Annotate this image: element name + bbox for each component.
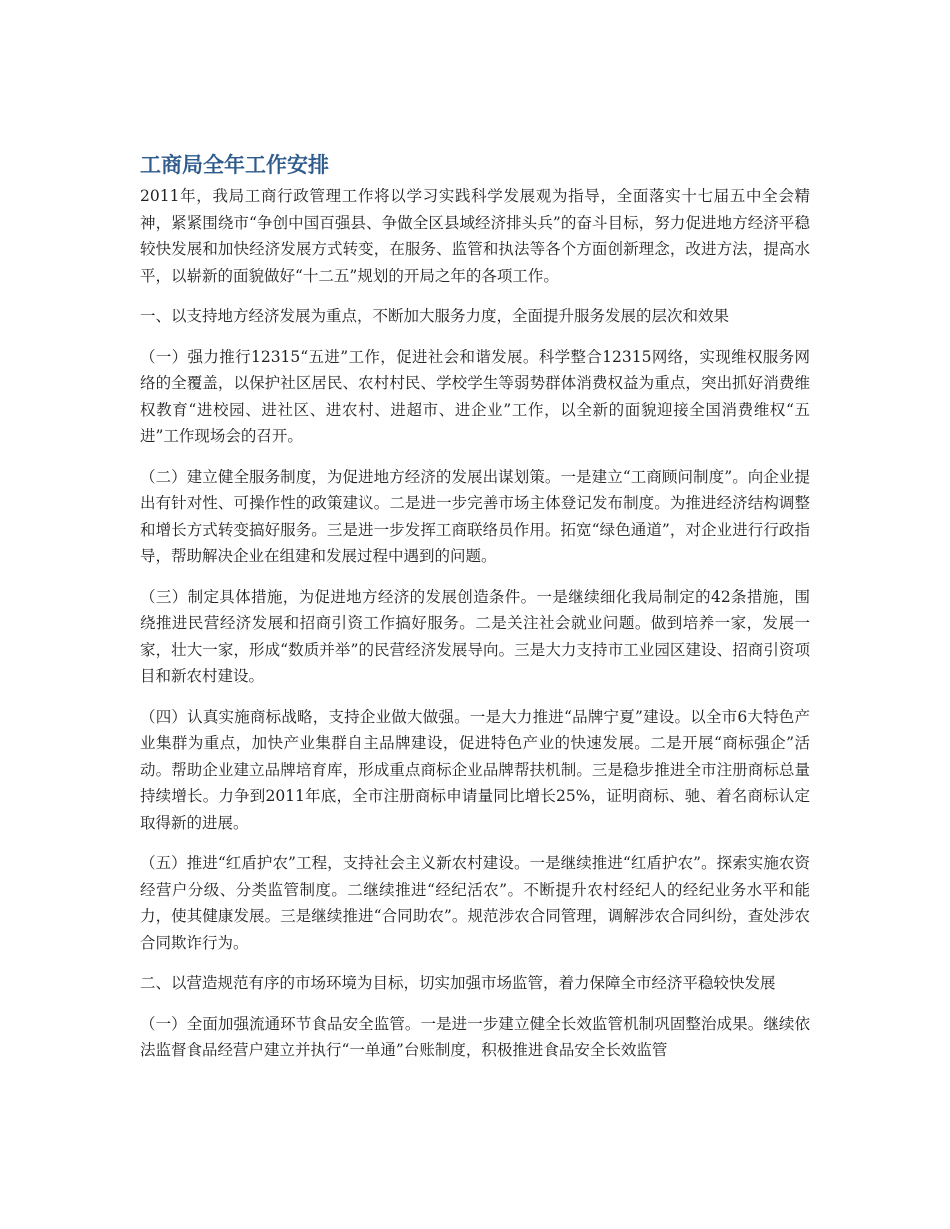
section-1-item-1: （一）强力推行12315“五进”工作，促进社会和谐发展。科学整合12315网络，实现维权服务网络的全覆盖，以保护社区居民、农村村民、学校学生等弱势群体消费权益为重点，突出抓好消费维权教育“进校园、进社区、进农村、进超市、进企业”工作，以全新的面貌迎接全国消费维权“五进”工作现场会的召开。	[140, 347, 810, 445]
document-title: 工商局全年工作安排	[140, 153, 329, 177]
intro-paragraph: 2011年，我局工商行政管理工作将以学习实践科学发展观为指导，全面落实十七届五中全会精神，紧紧围绕市“争创中国百强县、争做全区县域经济排头兵”的奋斗目标，努力促进地方经济平稳较快发展和加快经济发展方式转变，在服务、监管和执法等各个方面创新理念，改进方法，提高水平，以崭新的面貌做好“十二五”规划的开局之年的各项工作。	[140, 187, 810, 285]
section-2-heading: 二、以营造规范有序的市场环境为目标，切实加强市场监管，着力保障全市经济平稳较快发展	[140, 974, 776, 992]
section-1-heading: 一、以支持地方经济发展为重点，不断加大服务力度，全面提升服务发展的层次和效果	[140, 307, 730, 325]
section-1-item-5: （五）推进“红盾护农”工程，支持社会主义新农村建设。一是继续推进“红盾护农”。探索实施农资经营户分级、分类监管制度。二继续推进“经纪活农”。不断提升农村经纪人的经纪业务水平和能力，使其健康发展。三是继续推进“合同助农”。规范涉农合同管理，调解涉农合同纠纷，查处涉农合同欺诈行为。	[140, 854, 810, 952]
section-1-item-3: （三）制定具体措施，为促进地方经济的发展创造条件。一是继续细化我局制定的42条措施，围绕推进民营经济发展和招商引资工作搞好服务。二是关注社会就业问题。做到培养一家，发展一家，壮大一家，形成“数质并举”的民营经济发展导向。三是大力支持市工业园区建设、招商引资项目和新农村建设。	[140, 587, 810, 685]
section-2-item-1: （一）全面加强流通环节食品安全监管。一是进一步建立健全长效监管机制巩固整治成果。继续依法监督食品经营户建立并执行“一单通”台账制度，积极推进食品安全长效监管	[140, 1014, 810, 1059]
section-1-item-4: （四）认真实施商标战略，支持企业做大做强。一是大力推进“品牌宁夏”建设。以全市6大特色产业集群为重点，加快产业集群自主品牌建设，促进特色产业的快速发展。二是开展“商标强企”活动。帮助企业建立品牌培育库，形成重点商标企业品牌帮扶机制。三是稳步推进全市注册商标总量持续增长。力争到2011年底，全市注册商标申请量同比增长25%，证明商标、驰、着名商标认定取得新的进展。	[140, 707, 810, 832]
section-1-item-2: （二）建立健全服务制度，为促进地方经济的发展出谋划策。一是建立“工商顾问制度”。向企业提出有针对性、可操作性的政策建议。二是进一步完善市场主体登记发布制度。为推进经济结构调整和增长方式转变搞好服务。三是进一步发挥工商联络员作用。拓宽“绿色通道”，对企业进行行政指导，帮助解决企业在组建和发展过程中遇到的问题。	[140, 467, 810, 565]
document-page	[140, 150, 810, 1078]
